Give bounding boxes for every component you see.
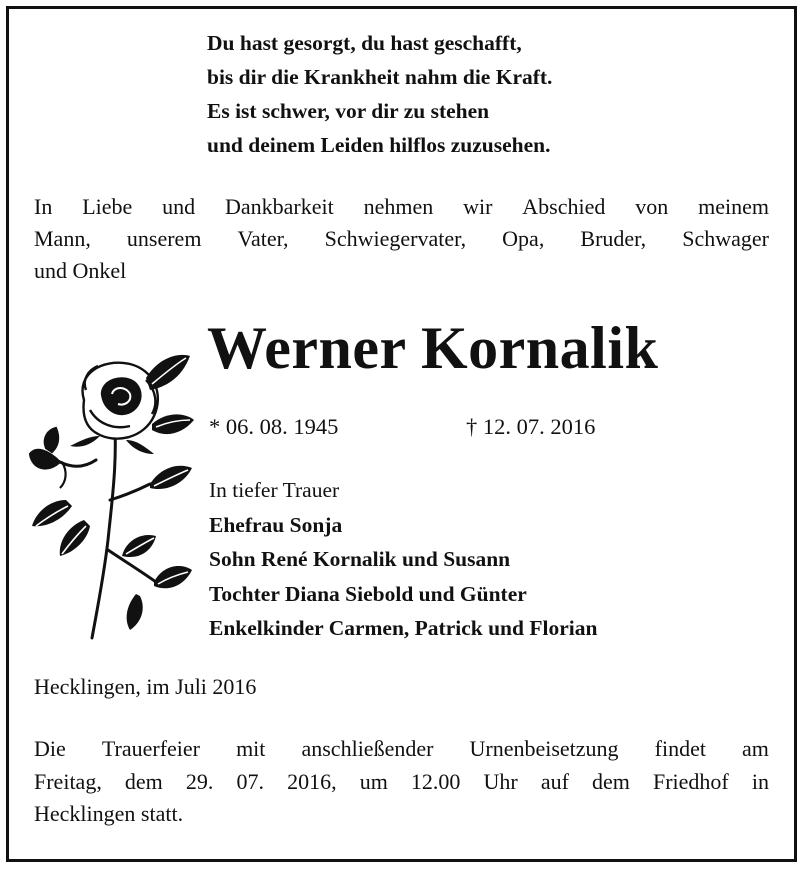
death-date: † 12. 07. 2016 (466, 414, 596, 439)
notice-line: Hecklingen statt. (34, 801, 184, 826)
poem-line: und deinem Leiden hilflos zuzusehen. (207, 133, 551, 157)
word: Dankbarkeit (225, 194, 334, 219)
intro-line: und Onkel (34, 258, 127, 283)
word: Bruder, (580, 226, 647, 251)
word: Schwiegervater, (324, 226, 467, 251)
rose-icon (26, 350, 198, 640)
deceased-name: Werner Kornalik (207, 315, 659, 381)
word: unserem (126, 226, 202, 251)
poem-line: Du hast gesorgt, du hast geschafft, (207, 31, 522, 55)
word: 07. (236, 768, 264, 794)
word: in (751, 768, 769, 794)
place-and-date: Hecklingen, im Juli 2016 (34, 674, 257, 699)
poem-line: Es ist schwer, vor dir zu stehen (207, 99, 490, 123)
poem (207, 26, 552, 162)
word: von (635, 194, 669, 219)
word: um (359, 768, 388, 794)
word: nehmen (363, 194, 434, 219)
mourner-name: Tochter Diana Siebold und Günter (209, 581, 527, 606)
word: auf (540, 768, 569, 794)
mourners-heading: In tiefer Trauer (209, 478, 340, 502)
word: 2016, (287, 768, 337, 794)
word: In (34, 194, 53, 219)
notice-line (34, 733, 769, 766)
birth-date: * 06. 08. 1945 (209, 414, 339, 439)
word: Abschied (522, 194, 606, 219)
intro-line (34, 223, 769, 255)
intro-line (34, 191, 769, 223)
word: und (162, 194, 196, 219)
word: Vater, (237, 226, 289, 251)
mourners-list (209, 473, 597, 646)
word: wir (463, 194, 493, 219)
word: Liebe (82, 194, 133, 219)
poem-line: bis dir die Krankheit nahm die Kraft. (207, 65, 553, 89)
word: Freitag, (34, 768, 102, 794)
mourner-name: Enkelkinder Carmen, Patrick und Florian (209, 616, 598, 640)
word: findet (654, 736, 706, 761)
mourner-name: Sohn René Kornalik und Susann (209, 547, 511, 571)
word: Die (34, 736, 66, 761)
word: Uhr (483, 768, 518, 794)
word: dem (592, 768, 630, 794)
word: 12.00 (410, 768, 461, 794)
word: Trauerfeier (101, 736, 200, 761)
funeral-notice (34, 733, 769, 831)
word: meinem (698, 194, 769, 219)
word: 29. (185, 768, 214, 794)
word: Friedhof (652, 768, 729, 794)
notice-line (34, 766, 769, 799)
word: Mann, (34, 226, 91, 251)
word: Urnenbeisetzung (469, 736, 619, 761)
intro-text (34, 191, 769, 287)
word: am (742, 736, 769, 761)
word: Opa, (502, 226, 545, 251)
word: anschließender (301, 736, 434, 761)
mourner-name: Ehefrau Sonja (209, 512, 343, 537)
word: Schwager (682, 226, 769, 251)
word: mit (236, 736, 266, 761)
word: dem (124, 768, 163, 794)
